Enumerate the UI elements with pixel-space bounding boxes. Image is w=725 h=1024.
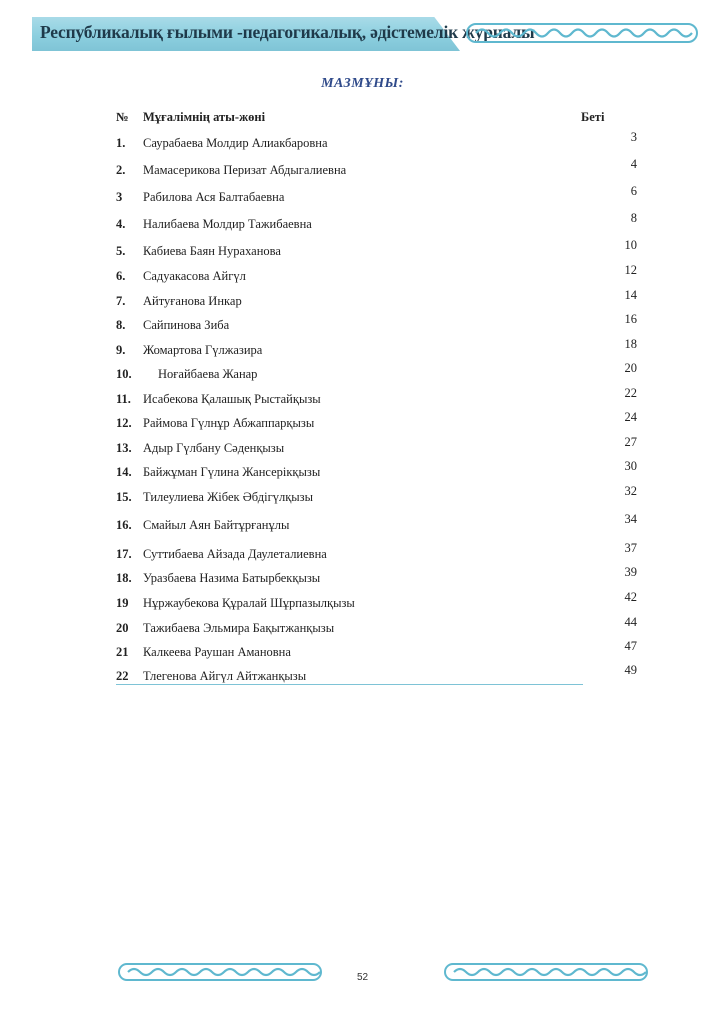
toc-row-name: Ноғайбаева Жанар <box>158 367 258 381</box>
toc-row-page: 32 <box>624 484 637 498</box>
toc-row-name: Тлегенова Айгүл Айтжанқызы <box>143 669 307 683</box>
toc-row <box>0 263 725 287</box>
toc-row-number: 1. <box>116 136 126 150</box>
toc-row-number: 5. <box>116 244 126 258</box>
toc-row-page: 18 <box>624 337 637 351</box>
toc-row-number: 19 <box>116 596 129 610</box>
toc-row <box>0 435 725 459</box>
toc-row-page: 27 <box>624 435 637 449</box>
toc-row-page: 39 <box>624 565 637 579</box>
toc-row <box>0 288 725 312</box>
toc-row-name: Смайыл Аян Байтұрғанұлы <box>143 518 290 532</box>
toc-row-number: 7. <box>116 294 126 308</box>
toc-row-number: 14. <box>116 465 132 479</box>
toc-row-page: 10 <box>624 238 637 252</box>
toc-row-name: Мамасерикова Перизат Абдыгалиевна <box>143 163 347 177</box>
toc-row <box>0 590 725 614</box>
toc-row-page: 34 <box>624 512 637 526</box>
toc-row <box>0 130 725 154</box>
toc-row-number: 8. <box>116 318 126 332</box>
toc-row-name: Адыр Гүлбану Сәденқызы <box>143 441 285 455</box>
toc-row-number: 12. <box>116 416 132 430</box>
toc-row-number: 13. <box>116 441 132 455</box>
toc-row-name: Сайпинова Зиба <box>143 318 230 332</box>
column-header-number: № <box>116 110 129 124</box>
toc-row-name: Айтуғанова Инкар <box>143 294 242 308</box>
toc-row-number: 20 <box>116 621 129 635</box>
toc-row-name: Исабекова Қалашық Рыстайқызы <box>143 392 321 406</box>
toc-row-page: 8 <box>630 211 637 225</box>
toc-row <box>0 541 725 565</box>
toc-row <box>0 361 725 385</box>
toc-row <box>0 337 725 361</box>
toc-title: МАЗМҰНЫ: <box>321 76 404 91</box>
toc-row-name: Тилеулиева Жібек Әбдігүлқызы <box>143 490 314 504</box>
toc-row-number: 15. <box>116 490 132 504</box>
toc-underline <box>116 684 583 685</box>
toc-row <box>0 238 725 262</box>
column-header-name: Мұғалімнің аты-жөні <box>143 110 266 124</box>
toc-row <box>0 410 725 434</box>
toc-row <box>0 312 725 336</box>
toc-row <box>0 157 725 181</box>
toc-row-page: 16 <box>624 312 637 326</box>
toc-row-page: 3 <box>630 130 637 144</box>
toc-row-page: 37 <box>624 541 637 555</box>
toc-row-name: Садуакасова Айгүл <box>143 269 246 283</box>
toc-row <box>0 184 725 208</box>
toc-row-page: 49 <box>624 663 637 677</box>
toc-row <box>0 459 725 483</box>
toc-row-name: Уразбаева Назима Батырбекқызы <box>143 571 321 585</box>
toc-row-page: 47 <box>624 639 637 653</box>
toc-row-page: 30 <box>624 459 637 473</box>
toc-row <box>0 512 725 536</box>
toc-row-name: Калкеева Раушан Амановна <box>143 645 291 659</box>
toc-row-number: 11. <box>116 392 131 406</box>
toc-row-page: 4 <box>630 157 637 171</box>
toc-row <box>0 211 725 235</box>
page-number: 52 <box>356 972 369 983</box>
toc-row-page: 6 <box>630 184 637 198</box>
toc-row-name: Раймова Гүлнұр Абжаппарқызы <box>143 416 315 430</box>
ornament-border-bottom-right <box>444 962 648 982</box>
toc-row-number: 18. <box>116 571 132 585</box>
toc-row <box>0 565 725 589</box>
toc-row-name: Налибаева Молдир Тажибаевна <box>143 217 312 231</box>
ornament-border-top <box>466 22 698 44</box>
toc-row-page: 22 <box>624 386 637 400</box>
toc-row-page: 42 <box>624 590 637 604</box>
toc-row-page: 20 <box>624 361 637 375</box>
toc-row-page: 14 <box>624 288 637 302</box>
toc-row-number: 4. <box>116 217 126 231</box>
toc-row <box>0 615 725 639</box>
toc-row-number: 22 <box>116 669 129 683</box>
toc-row-name: Рабилова Ася Балтабаевна <box>143 190 285 204</box>
toc-row-number: 17. <box>116 547 132 561</box>
toc-row-name: Суттибаева Айзада Даулеталиевна <box>143 547 327 561</box>
toc-row-name: Саурабаева Молдир Алиакбаровна <box>143 136 328 150</box>
toc-row-name: Нұржаубекова Құралай Шұрпазылқызы <box>143 596 355 610</box>
toc-row-number: 21 <box>116 645 129 659</box>
toc-row-name: Байжұман Гүлина Жансерікқызы <box>143 465 321 479</box>
journal-title: Республикалық ғылыми -педагогикалық, әдістемелік журналы <box>40 22 535 42</box>
toc-row-number: 9. <box>116 343 126 357</box>
toc-row-number: 16. <box>116 518 132 532</box>
column-header-page: Беті <box>581 110 605 124</box>
toc-row-name: Кабиева Баян Нураханова <box>143 244 281 258</box>
toc-row-name: Жомартова Гүлжазира <box>143 343 263 357</box>
toc-row-page: 12 <box>624 263 637 277</box>
toc-row-number: 10. <box>116 367 132 381</box>
toc-row-number: 6. <box>116 269 126 283</box>
toc-row <box>0 639 725 663</box>
toc-row-number: 3 <box>116 190 123 204</box>
toc-row-number: 2. <box>116 163 126 177</box>
toc-row <box>0 484 725 508</box>
toc-row-page: 44 <box>624 615 637 629</box>
toc-row <box>0 386 725 410</box>
toc-row-page: 24 <box>624 410 637 424</box>
toc-row-name: Тажибаева Эльмира Бақытжанқызы <box>143 621 335 635</box>
